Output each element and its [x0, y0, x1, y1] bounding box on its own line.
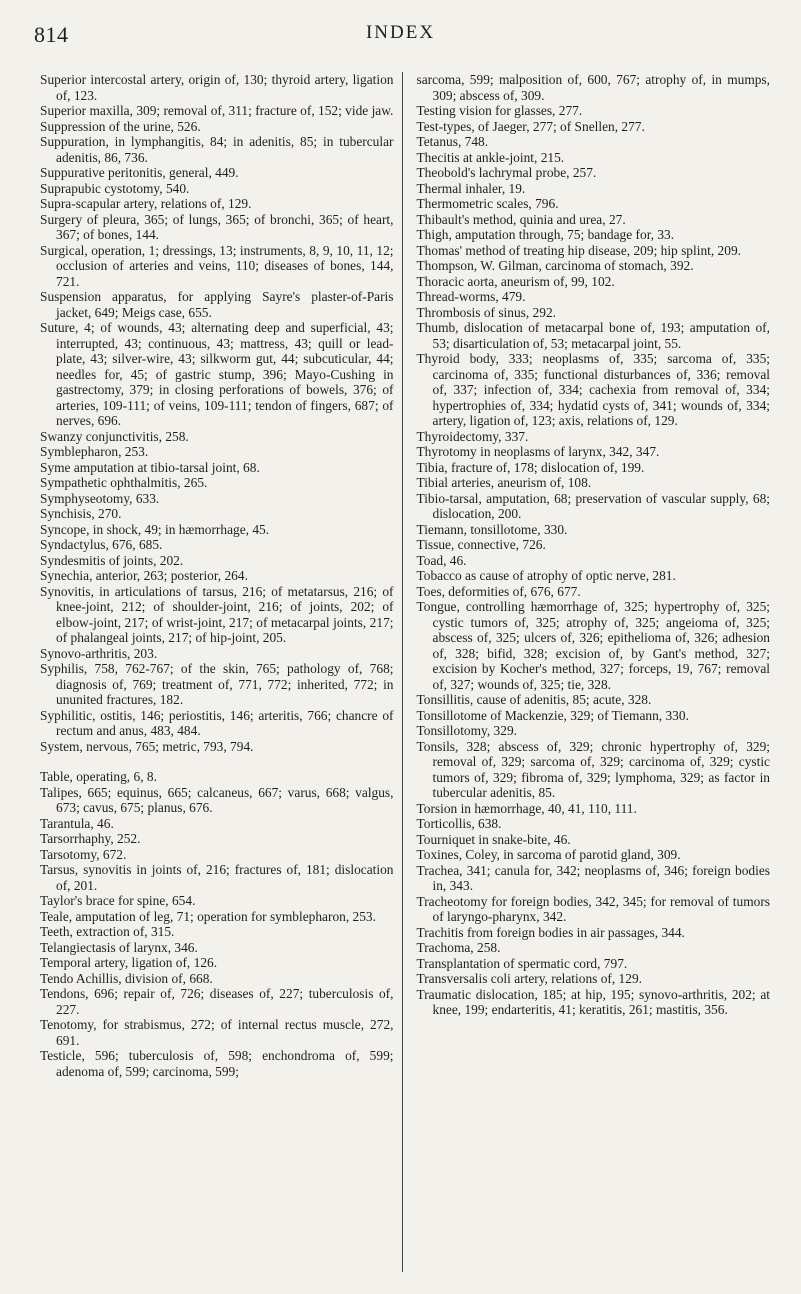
- index-entry: Thomas' method of treating hip disease, 209; hip splint, 209.: [416, 242, 741, 258]
- index-entry: Test-types, of Jaeger, 277; of Snellen, 277.: [416, 118, 645, 134]
- page-number: 814: [34, 22, 69, 47]
- index-entry: Surgery of pleura, 365; of lungs, 365; of bronchi, 365; of heart, 367; of bones, 144.: [40, 211, 394, 242]
- index-entry: Temporal artery, ligation of, 126.: [40, 955, 218, 970]
- index-entry: Swanzy conjunctivitis, 258.: [40, 428, 189, 444]
- index-entry: Thigh, amputation through, 75; bandage for, 33.: [416, 227, 675, 242]
- index-entry: Sympathetic ophthalmitis, 265.: [40, 475, 208, 490]
- index-entry: Tracheotomy for foreign bodies, 342, 345; for removal of tumors of laryngo-pharynx, 342.: [416, 893, 770, 924]
- running-title: INDEX: [365, 22, 436, 43]
- index-entry: Tendo Achillis, division of, 668.: [40, 970, 213, 986]
- page-header: [32, 22, 769, 52]
- index-entry: Trachitis from foreign bodies in air passages, 344.: [416, 924, 685, 940]
- index-entry: Torticollis, 638.: [416, 816, 502, 831]
- index-entry: Traumatic dislocation, 185; at hip, 195; synovo-arthritis, 202; at knee, 199; endarteritis, 41; keratitis, 261; mastitis, 356.: [416, 986, 770, 1017]
- index-columns: [40, 72, 770, 1272]
- index-entry: Tissue, connective, 726.: [416, 537, 546, 552]
- index-entry: Symblepharon, 253.: [40, 444, 149, 459]
- index-entry: Superior intercostal artery, origin of, 130; thyroid artery, ligation of, 123.: [40, 72, 394, 103]
- index-entry: Telangiectasis of larynx, 346.: [40, 939, 198, 955]
- index-entry: Thyroidectomy, 337.: [416, 428, 529, 444]
- index-entry: Suppression of the urine, 526.: [40, 118, 201, 134]
- index-entry: Table, operating, 6, 8.: [40, 769, 157, 784]
- index-entry: Thread-worms, 479.: [416, 289, 526, 304]
- index-entry: Synechia, anterior, 263; posterior, 264.: [40, 568, 248, 583]
- index-entry: Thecitis at ankle-joint, 215.: [416, 149, 565, 165]
- index-entry: Tonsils, 328; abscess of, 329; chronic hypertrophy of, 329; removal of, 329; sarcoma of, 329; carcinoma of, 329; cystic tumors of, 329; fibroma of, 329; lymphoma, 329; as factor in tubercular adenitis, 85.: [416, 738, 770, 800]
- index-entry: Toad, 46.: [416, 552, 467, 568]
- index-entry: Synovo-arthritis, 203.: [40, 645, 158, 661]
- index-entry: Tarsotomy, 672.: [40, 846, 127, 862]
- index-entry: Torsion in hæmorrhage, 40, 41, 110, 111.: [416, 800, 637, 816]
- right-column: [402, 72, 771, 1272]
- index-entry: Thompson, W. Gilman, carcinoma of stomach, 392.: [416, 258, 694, 273]
- index-entry: Tobacco as cause of atrophy of optic nerve, 281.: [416, 568, 676, 583]
- index-entry: Suppurative peritonitis, general, 449.: [40, 165, 239, 180]
- index-entry: Teeth, extraction of, 315.: [40, 924, 175, 939]
- index-entry: Suprapubic cystotomy, 540.: [40, 180, 190, 196]
- index-entry: Talipes, 665; equinus, 665; calcaneus, 667; varus, 668; valgus, 673; cavus, 675; planus, 676.: [40, 784, 394, 815]
- index-entry: Syncope, in shock, 49; in hæmorrhage, 45.: [40, 521, 270, 537]
- index-entry: Thyrotomy in neoplasms of larynx, 342, 347.: [416, 444, 660, 459]
- index-entry: Tonsillitis, cause of adenitis, 85; acute, 328.: [416, 692, 652, 707]
- index-entry: Trachoma, 258.: [416, 940, 501, 955]
- index-entry: Tarsorrhaphy, 252.: [40, 831, 141, 846]
- index-entry: Syme amputation at tibio-tarsal joint, 68.: [40, 459, 260, 475]
- index-entry: Thyroid body, 333; neoplasms of, 335; sarcoma of, 335; carcinoma of, 335; functional disturbances of, 336; removal of, 337; infection of, 334; cachexia from removal of, 334; hypertrophies of, 334; hydatid cysts of, 341; wounds of, 334; artery, ligation of, 123; axis, relations of, 129.: [416, 351, 770, 428]
- index-entry: Suture, 4; of wounds, 43; alternating deep and superficial, 43; interrupted, 43; continuous, 43; mattress, 43; quill or lead-plate, 43; silver-wire, 43; silkworm gut, 44; subcuticular, 44; needles for, 45; of gastric stump, 396; Mayo-Cushing in gastrectomy, 379; in closing perforations of bowels, 376; of arteries, 109-111; of veins, 109-111; tendon of fingers, 687; of nerves, 696.: [40, 320, 394, 428]
- index-entry: Suspension apparatus, for applying Sayre's plaster-of-Paris jacket, 649; Meigs case, 655.: [40, 289, 394, 320]
- index-entry: Synovitis, in articulations of tarsus, 216; of metatarsus, 216; of knee-joint, 212; of shoulder-joint, 216; of joints, 202; of elbow-joint, 217; of wrist-joint, 217; of metacarpal joints, 217; of phalangeal joints, 217; of hip-joint, 205.: [40, 583, 394, 645]
- index-entry: Toes, deformities of, 676, 677.: [416, 583, 581, 599]
- index-entry: Syndactylus, 676, 685.: [40, 537, 163, 552]
- index-entry: Surgical, operation, 1; dressings, 13; instruments, 8, 9, 10, 11, 12; occlusion of arteries and veins, 110; diseases of bones, 144, 721.: [40, 242, 394, 289]
- index-entry: Tibia, fracture of, 178; dislocation of, 199.: [416, 459, 645, 475]
- index-entry: Syphilis, 758, 762-767; of the skin, 765; pathology of, 768; diagnosis of, 769; treatment of, 771, 772; inherited, 772; in ununited fractures, 182.: [40, 661, 394, 707]
- index-entry: Tendons, 696; repair of, 726; diseases of, 227; tuberculosis of, 227.: [40, 986, 394, 1017]
- index-entry: Toxines, Coley, in sarcoma of parotid gland, 309.: [416, 847, 681, 862]
- index-entry: Trachea, 341; canula for, 342; neoplasms of, 346; foreign bodies in, 343.: [416, 862, 770, 893]
- index-entry: Testing vision for glasses, 277.: [416, 103, 583, 118]
- section-gap: [40, 754, 394, 769]
- index-entry: Tarantula, 46.: [40, 815, 114, 831]
- index-entry: Transversalis coli artery, relations of, 129.: [416, 971, 642, 986]
- index-entry: Supra-scapular artery, relations of, 129.: [40, 196, 252, 211]
- left-column: [40, 72, 402, 1272]
- index-entry: Tonsillotomy, 329.: [416, 723, 517, 738]
- index-entry: Tibial arteries, aneurism of, 108.: [416, 475, 592, 490]
- index-entry: Thermometric scales, 796.: [416, 196, 559, 211]
- index-entry: Tibio-tarsal, amputation, 68; preservation of vascular supply, 68; dislocation, 200.: [416, 490, 770, 521]
- index-entry: Tetanus, 748.: [416, 134, 489, 149]
- index-entry: Thrombosis of sinus, 292.: [416, 304, 556, 320]
- index-entry: Thumb, dislocation of metacarpal bone of, 193; amputation of, 53; disarticulation of, 53; metacarpal joint, 55.: [416, 320, 770, 351]
- index-entry: Teale, amputation of leg, 71; operation for symblepharon, 253.: [40, 908, 376, 924]
- index-entry: Thoracic aorta, aneurism of, 99, 102.: [416, 273, 615, 289]
- index-entry: Tenotomy, for strabismus, 272; of internal rectus muscle, 272, 691.: [40, 1017, 394, 1048]
- index-entry: Syndesmitis of joints, 202.: [40, 552, 184, 568]
- index-entry: Superior maxilla, 309; removal of, 311; fracture of, 152; vide jaw.: [40, 103, 394, 118]
- index-entry: Tourniquet in snake-bite, 46.: [416, 831, 571, 847]
- index-entry: Tongue, controlling hæmorrhage of, 325; hypertrophy of, 325; cystic tumors of, 325; atrophy of, 325; angeioma of, 325; abscess of, 325; ulcers of, 326; epithelioma of, 326; adhesion of, 328; bifid, 328; excision of, by Gant's method, 327; excision by Kocher's method, 327; forceps, 19, 767; removal of, 327; wounds of, 325; tie, 328.: [416, 599, 770, 692]
- index-entry: Thermal inhaler, 19.: [416, 180, 526, 196]
- index-entry: Symphyseotomy, 633.: [40, 490, 160, 506]
- index-entry: Theobold's lachrymal probe, 257.: [416, 165, 597, 180]
- index-entry: Transplantation of spermatic cord, 797.: [416, 955, 628, 971]
- index-entry: Syphilitic, ostitis, 146; periostitis, 146; arteritis, 766; chancre of rectum and anus, 483, 484.: [40, 707, 394, 738]
- index-entry: Tonsillotome of Mackenzie, 329; of Tiemann, 330.: [416, 707, 689, 723]
- index-entry: Tiemann, tonsillotome, 330.: [416, 521, 568, 537]
- index-entry: Thibault's method, quinia and urea, 27.: [416, 211, 626, 227]
- index-entry: Testicle, 596; tuberculosis of, 598; enchondroma of, 599; adenoma of, 599; carcinoma, 599;: [40, 1048, 394, 1079]
- index-entry: sarcoma, 599; malposition of, 600, 767; atrophy of, in mumps, 309; abscess of, 309.: [416, 72, 770, 103]
- index-entry: Suppuration, in lymphangitis, 84; in adenitis, 85; in tubercular adenitis, 86, 736.: [40, 134, 394, 165]
- index-entry: Synchisis, 270.: [40, 506, 122, 521]
- index-entry: Tarsus, synovitis in joints of, 216; fractures of, 181; dislocation of, 201.: [40, 862, 394, 893]
- index-entry: System, nervous, 765; metric, 793, 794.: [40, 738, 254, 754]
- index-entry: Taylor's brace for spine, 654.: [40, 893, 196, 908]
